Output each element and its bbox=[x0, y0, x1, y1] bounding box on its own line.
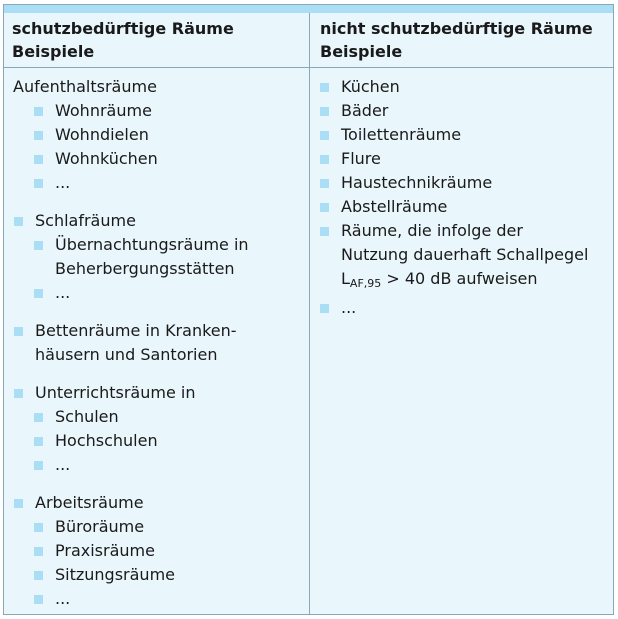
list-item-noisy-rooms: Räume, die infolge der Nutzung dauerhaft Schallpegel LAF,95 > 40 dB aufweisen bbox=[319, 219, 588, 296]
level-threshold: > 40 dB aufweisen bbox=[381, 269, 538, 288]
list-item: ... bbox=[33, 281, 249, 305]
group-title-aufenthaltsraeume: Aufenthaltsräume bbox=[13, 77, 157, 96]
square-bullet-icon bbox=[34, 179, 43, 188]
square-bullet-icon bbox=[34, 413, 43, 422]
square-bullet-icon bbox=[320, 83, 329, 92]
square-bullet-icon bbox=[14, 217, 23, 226]
list-item: Wohndielen bbox=[33, 123, 249, 147]
list-item: ... bbox=[33, 171, 249, 195]
square-bullet-icon bbox=[34, 461, 43, 470]
square-bullet-icon bbox=[320, 179, 329, 188]
square-bullet-icon bbox=[320, 107, 329, 116]
header-protected-rooms bbox=[12, 17, 234, 63]
group-title-schlafraeume: Schlafräume bbox=[13, 209, 249, 233]
square-bullet-icon bbox=[320, 304, 329, 313]
list-item: ... bbox=[33, 453, 249, 477]
square-bullet-icon bbox=[34, 241, 43, 250]
list-item: Küchen bbox=[319, 75, 588, 99]
square-bullet-icon bbox=[14, 327, 23, 336]
square-bullet-icon bbox=[34, 437, 43, 446]
group-title-unterrichtsraeume: Unterrichtsräume in bbox=[13, 381, 249, 405]
group-title-arbeitsraeume: Arbeitsräume bbox=[13, 491, 249, 515]
header-protected-subtitle: Beispiele bbox=[12, 42, 95, 61]
square-bullet-icon bbox=[34, 107, 43, 116]
square-bullet-icon bbox=[14, 499, 23, 508]
protected-rooms-column bbox=[13, 75, 249, 611]
list-item: ... bbox=[319, 296, 588, 320]
list-item: Haustechnikräume bbox=[319, 171, 588, 195]
square-bullet-icon bbox=[34, 155, 43, 164]
square-bullet-icon bbox=[34, 289, 43, 298]
level-symbol: L bbox=[341, 269, 350, 288]
group-title-bettenraeume: Bettenräume in Kranken- häusern und Santorien bbox=[13, 319, 249, 367]
room-classification-table bbox=[3, 4, 614, 615]
square-bullet-icon bbox=[34, 131, 43, 140]
list-item: Büroräume bbox=[33, 515, 249, 539]
list-unterrichtsraeume bbox=[13, 405, 249, 477]
list-item: Übernachtungsräume in Beherbergungsstätten bbox=[33, 233, 249, 281]
header-unprotected-subtitle: Beispiele bbox=[320, 42, 403, 61]
list-item: Wohnküchen bbox=[33, 147, 249, 171]
header-unprotected-title: nicht schutzbedürftige Räume bbox=[320, 19, 593, 38]
list-item: Bäder bbox=[319, 99, 588, 123]
square-bullet-icon bbox=[14, 389, 23, 398]
square-bullet-icon bbox=[34, 547, 43, 556]
list-schlafraeume bbox=[13, 233, 249, 305]
square-bullet-icon bbox=[34, 571, 43, 580]
square-bullet-icon bbox=[34, 523, 43, 532]
list-item: ... bbox=[33, 587, 249, 611]
list-item: Wohnräume bbox=[33, 99, 249, 123]
list-item: Sitzungsräume bbox=[33, 563, 249, 587]
list-item: Hochschulen bbox=[33, 429, 249, 453]
level-index: AF,95 bbox=[349, 277, 382, 290]
list-item: Toilettenräume bbox=[319, 123, 588, 147]
unprotected-rooms-column bbox=[319, 75, 588, 320]
square-bullet-icon bbox=[320, 131, 329, 140]
header-divider bbox=[4, 67, 613, 68]
list-aufenthaltsraeume bbox=[13, 99, 249, 195]
table-top-bar bbox=[4, 5, 613, 13]
list-item: Schulen bbox=[33, 405, 249, 429]
list-item: Praxisräume bbox=[33, 539, 249, 563]
header-unprotected-rooms bbox=[320, 17, 593, 63]
list-arbeitsraeume bbox=[13, 515, 249, 611]
square-bullet-icon bbox=[320, 203, 329, 212]
square-bullet-icon bbox=[320, 155, 329, 164]
header-protected-title: schutzbedürftige Räume bbox=[12, 19, 234, 38]
list-item: Abstellräume bbox=[319, 195, 588, 219]
square-bullet-icon bbox=[34, 595, 43, 604]
list-item: Flure bbox=[319, 147, 588, 171]
column-divider bbox=[309, 13, 310, 614]
square-bullet-icon bbox=[320, 227, 329, 236]
